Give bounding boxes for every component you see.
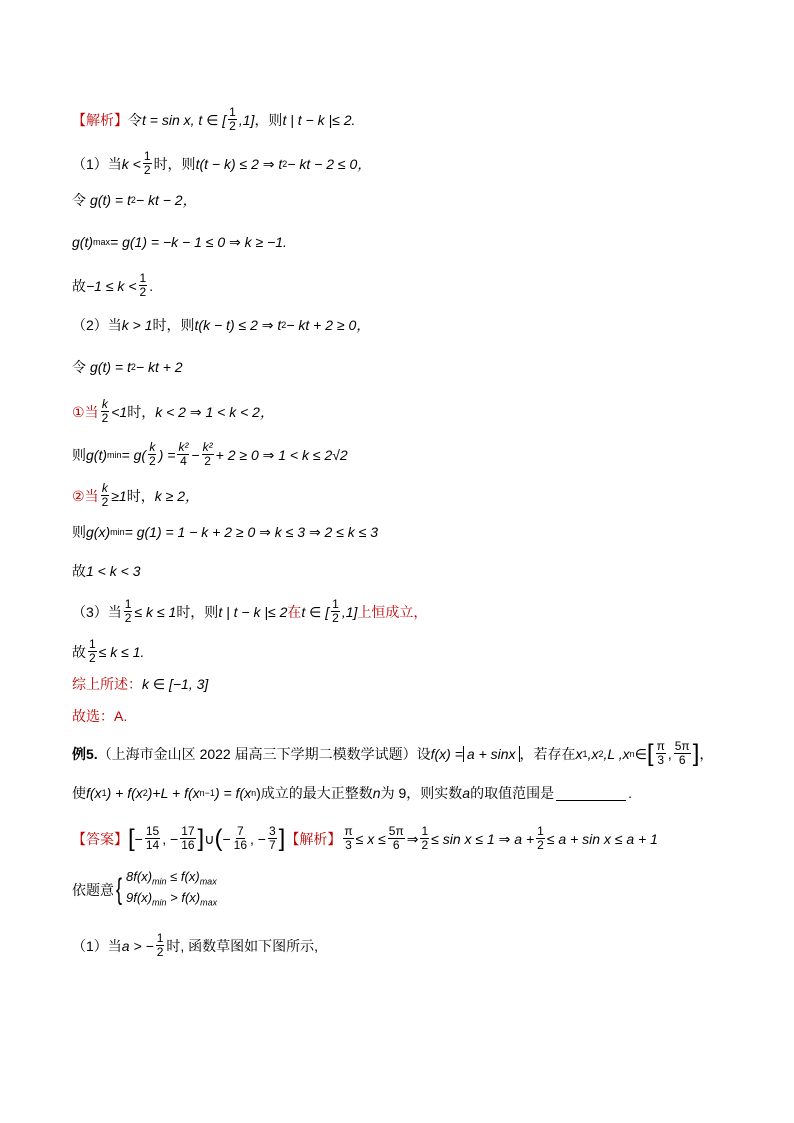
answer-line: 【答案】 [ − $\frac{15}{14}$ , − $\frac{17}{16}$ ] ∪ ( − $\frac{7}{16}$ , − $\frac{3}{7}$ ] 【解析】 $\frac{\pi}{3}$ ≤ x ≤ $\frac{5\pi}{6}$ ⇒ $\frac{1}{2}$ ≤ sin x ≤ 1 ⇒ a + $\frac{1}{2}$ ≤ a + sin x ≤ a + 1 (72, 824, 658, 852)
fraction: $\frac{7}{16}$ (233, 824, 248, 852)
fraction: $\frac{k}{2}$ (101, 397, 109, 425)
fraction: $\frac{15}{14}$ (145, 824, 160, 852)
answer-tag: 【答案】 (72, 830, 128, 847)
solution-line-4: g(t) max = g(1) = −k − 1 ≤ 0 ⇒ k ≥ −1. (72, 234, 287, 250)
example-5-line-2: 使 f(x 1 ) + f(x 2 )+L + f(x n−1 ) = f(x n )成立的最大正整数 n 为 9，则实数 a 的取值范围是 . (72, 785, 632, 801)
solution-line-6: （2）当 k > 1 时，则 t(k − t) ≤ 2 ⇒ t 2 − kt + 2 ≥ 0， (72, 317, 371, 333)
fraction: $\frac{1}{2}$ (332, 597, 339, 625)
fraction: $\frac{17}{16}$ (181, 824, 195, 852)
fraction: $\frac{1}{2}$ (229, 105, 236, 133)
answer-blank (556, 786, 626, 801)
absolute-value: a + sinx (463, 746, 520, 762)
case-1-label: ①当 (72, 403, 99, 420)
fraction: $\frac{\pi}{3}$ (656, 739, 665, 767)
fraction: $\frac{\text{k²}}{2}$ (202, 440, 213, 468)
fraction: $\frac{1}{2}$ (143, 149, 151, 177)
fraction: $\frac{3}{7}$ (268, 824, 276, 852)
example-5-line-1: 例5. （上海市金山区 2022 届高三下学期二模数学试题）设 f(x) = a + sinx ，若存在 x 1 , x 2 ,L ,x n ∈ [ $\frac{\pi}{3}$ , $\frac{5\pi}{6}$ ] ， (72, 739, 714, 767)
solution-line-9: 则 g(t) min = g( $\frac{k}{2}$ ) = $\frac{\text{k²}}{4}$ − $\frac{\text{k²}}{2}$ + 2 ≥ 0 ⇒ 1 < k ≤ 2√2 (72, 440, 348, 468)
solution-line-1: 【解析】 令 t = sin x, t ∈ [ $\frac{1}{2}$ ,1] ，则 t | t − k |≤ 2. (72, 105, 356, 133)
solution-line-16 (72, 707, 752, 725)
solution-line-15: 综上所述： k ∈ [−1, 3] (72, 676, 209, 692)
solution-line-11: 则 g(x) min = g(1) = 1 − k + 2 ≥ 0 ⇒ k ≤ 3 ⇒ 2 ≤ k ≤ 3 (72, 524, 379, 540)
solution-line-3: 令 g(t) = t 2 − kt − 2， (72, 192, 197, 208)
fraction: $\frac{k}{2}$ (101, 481, 109, 509)
solution-line-5: 故 −1 ≤ k < $\frac{1}{2}$ . (72, 271, 154, 299)
solution-line-12: 故 1 < k < 3 (72, 563, 141, 579)
fraction: $\frac{5\pi}{6}$ (674, 739, 690, 767)
example-label: 例5. (72, 745, 98, 762)
solution-line-2: （1）当 k < $\frac{1}{2}$ 时，则 t(t − k) ≤ 2 ⇒ t 2 − kt − 2 ≤ 0， (72, 149, 372, 177)
fraction: $\frac{1}{2}$ (139, 271, 147, 299)
analysis-tag: 【解析】 (285, 830, 342, 847)
fraction: $\frac{1}{2}$ (421, 824, 429, 852)
solution-line-8: ①当 $\frac{k}{2}$ <1 时， k < 2 ⇒ 1 < k < 2， (72, 397, 274, 425)
fraction: $\frac{1}{2}$ (537, 824, 544, 852)
fraction: $\frac{1}{2}$ (89, 637, 96, 665)
fraction: $\frac{1}{2}$ (124, 597, 132, 625)
fraction: $\frac{\pi}{3}$ (344, 824, 353, 852)
solution-line-13: （3）当 $\frac{1}{2}$ ≤ k ≤ 1 时，则 t | t − k |≤ 2 在 t ∈ [ $\frac{1}{2}$ ,1] 上恒成立， (72, 597, 428, 625)
case-2-label: ②当 (72, 487, 99, 504)
fraction: $\frac{5\pi}{6}$ (388, 824, 404, 852)
solution-case-1: （1）当 a > − $\frac{1}{2}$ 时, 函数草图如下图所示, (72, 931, 319, 959)
solution-line-14: 故 $\frac{1}{2}$ ≤ k ≤ 1. (72, 637, 145, 665)
fraction: $\frac{1}{2}$ (156, 931, 164, 959)
solution-line-7: 令 g(t) = t 2 − kt + 2 (72, 359, 183, 375)
analysis-tag: 【解析】 (72, 111, 128, 128)
fraction: $\frac{\text{k²}}{4}$ (178, 440, 189, 468)
solution-line-10: ②当 $\frac{k}{2}$ ≥1 时， k ≥ 2， (72, 481, 199, 509)
condition-system: 依题意 { $8f(x)_{min} \le f(x)_{max}$ $9f(x)_{min} > f(x)_{max}$ (72, 869, 218, 908)
final-choice: 故选：A. (72, 708, 128, 724)
fraction: $\frac{k}{2}$ (149, 440, 156, 468)
